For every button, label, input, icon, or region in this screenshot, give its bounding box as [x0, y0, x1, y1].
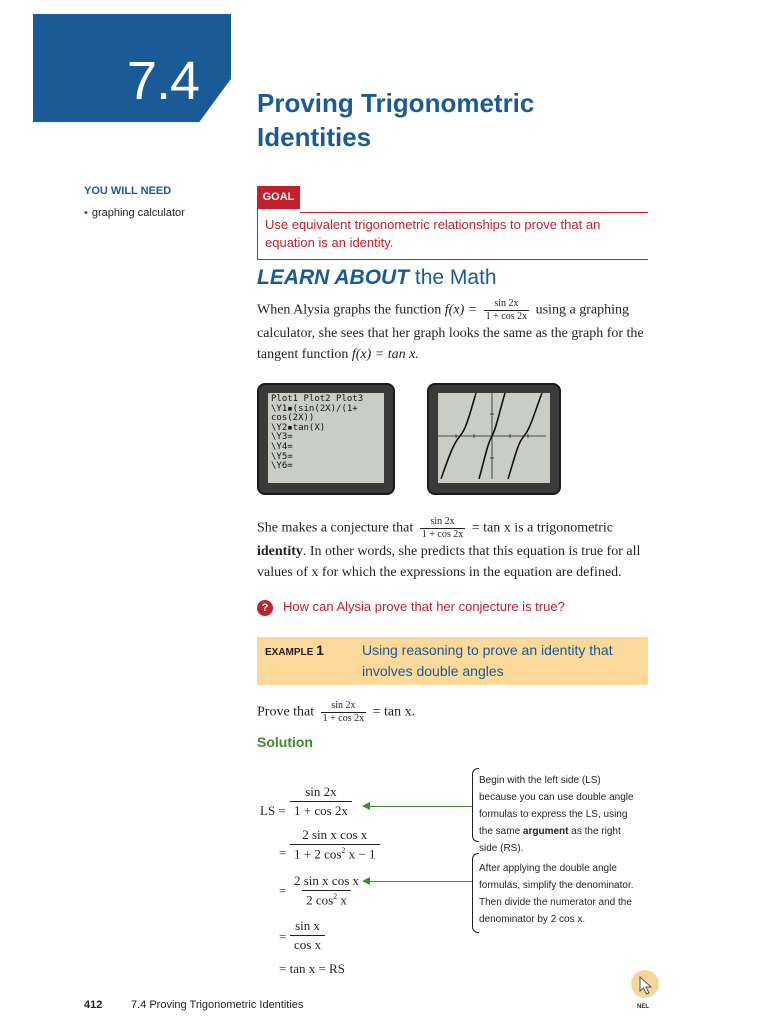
- intro-paragraph: [257, 298, 647, 365]
- text-run: When Alysia graphs the function: [257, 302, 442, 318]
- heading-bold: LEARN ABOUT: [257, 266, 410, 289]
- fraction-numerator: 2 sin x cos x: [302, 827, 368, 842]
- function-expression: f(x) =: [444, 302, 478, 318]
- key-term: identity: [257, 544, 303, 559]
- question-text: How can Alysia prove that her conjecture is true?: [283, 599, 565, 614]
- fraction: [420, 516, 465, 541]
- bullet-icon: •: [84, 207, 88, 219]
- tangent-graph: [438, 393, 546, 479]
- goal-rule: [257, 209, 258, 259]
- note-bracket: [472, 853, 479, 933]
- calculator-line: \Y2▪tan(X): [271, 422, 326, 433]
- annotation-note: After applying the double angle formulas, simplify the denominator. Then divide the numerator and the denominator by 2 cos x.: [479, 863, 634, 925]
- section-number: 7.4: [127, 51, 200, 111]
- fraction-denominator: [302, 890, 351, 908]
- goal-rule: [300, 212, 648, 213]
- fraction: [290, 918, 325, 953]
- calculator-graph: [427, 383, 561, 495]
- pointer-icon: [631, 970, 659, 998]
- equals-sign: =: [279, 845, 287, 860]
- publisher-mark: NEL: [637, 1004, 649, 1010]
- text-run: Begin with the left side (LS) because you can use double angle formulas to express the LS, using the same: [479, 775, 634, 837]
- equation-step-1: [290, 784, 352, 819]
- equation-final: = tan x = RS: [279, 961, 345, 976]
- goal-tag: GOAL: [257, 186, 300, 209]
- calculator-line: \Y5=: [271, 451, 293, 462]
- arrow-line: [369, 806, 472, 807]
- need-item-label: graphing calculator: [91, 207, 185, 219]
- calculator-text: [271, 395, 363, 472]
- fraction: [321, 700, 366, 725]
- text-run: using a graphing calculator, she sees that her graph looks the same as the graph for the tangent function: [257, 302, 644, 362]
- question-icon: ?: [257, 600, 273, 616]
- text-run: x − 1: [348, 846, 376, 862]
- example-number: 1: [316, 642, 324, 658]
- exponent: 2: [333, 892, 338, 901]
- fraction-denominator: 1 + cos 2x: [290, 801, 352, 819]
- calculator-y-editor: [257, 383, 395, 495]
- fraction-numerator: sin x: [295, 918, 320, 933]
- equals-sign: =: [279, 929, 287, 944]
- goal-rule: [257, 259, 648, 260]
- page-number: 412: [84, 999, 103, 1011]
- text-run: 2 cos: [306, 892, 334, 908]
- fraction-numerator: sin 2x: [494, 298, 519, 309]
- you-will-need-item: [84, 207, 185, 219]
- example-label: [265, 642, 324, 658]
- fraction-numerator: sin 2x: [430, 516, 455, 527]
- equation-step-4: [290, 918, 325, 953]
- text-run: Prove that: [257, 704, 315, 720]
- goal-text: Use equivalent trigonometric relationships to prove that an equation is an identity.: [265, 217, 601, 250]
- equals-sign: =: [279, 883, 287, 898]
- key-term: argument: [522, 826, 569, 837]
- exponent: 2: [341, 846, 346, 855]
- fraction-denominator: 1 + cos 2x: [485, 311, 528, 322]
- you-will-need-heading: YOU WILL NEED: [84, 185, 172, 197]
- text-run: = tan x.: [372, 704, 416, 720]
- text-run: She makes a conjecture that: [257, 520, 414, 536]
- equation-step-2: [290, 827, 380, 862]
- arrow-line: [369, 881, 472, 882]
- text-run: x: [340, 892, 347, 908]
- page-title: Proving Trigonometric Identities: [257, 88, 535, 152]
- calculator-line: \Y1▪(sin(2X)/(1+: [271, 403, 358, 414]
- section-heading: [257, 266, 497, 290]
- calculator-screen: [268, 393, 384, 483]
- calculator-line: Plot1 Plot2 Plot3: [271, 394, 364, 404]
- solution-heading: Solution: [257, 734, 313, 750]
- ls-label: LS =: [260, 803, 286, 818]
- fraction-denominator: [290, 844, 380, 862]
- fraction-denominator: 1 + cos 2x: [322, 713, 365, 724]
- heading-rest: the Math: [414, 266, 497, 289]
- fraction: [290, 827, 380, 862]
- calculator-line: \Y6=: [271, 461, 293, 472]
- fraction: [290, 784, 352, 819]
- text-run: = tan x is a trigonometric: [471, 520, 614, 536]
- calculator-line: \Y3=: [271, 432, 293, 443]
- fraction-denominator: 1 + cos 2x: [421, 529, 464, 540]
- text-run: . In other words, she predicts that this equation is true for all values of x for which the expressions in the equation are defined.: [257, 544, 641, 580]
- annotation-note: [479, 772, 641, 857]
- conjecture-paragraph: [257, 516, 647, 583]
- fraction: [290, 873, 363, 908]
- fraction-numerator: 2 sin x cos x: [294, 873, 359, 888]
- fraction-numerator: sin 2x: [331, 700, 356, 711]
- calculator-line: \Y4=: [271, 441, 293, 452]
- fraction-denominator: cos x: [290, 935, 325, 953]
- calculator-screen: [438, 393, 550, 483]
- example-label-text: EXAMPLE: [265, 647, 314, 658]
- fraction: [484, 298, 529, 323]
- calculator-line: cos(2X)): [271, 413, 315, 424]
- example-title: Using reasoning to prove an identity that involves double angles: [362, 642, 613, 679]
- cursor-badge-icon: [631, 970, 659, 998]
- equation-step-3: [290, 873, 363, 908]
- prove-statement: [257, 700, 647, 725]
- running-footer: 7.4 Proving Trigonometric Identities: [131, 999, 304, 1011]
- text-run: 1 + 2 cos: [294, 846, 342, 862]
- fraction-numerator: sin 2x: [305, 784, 337, 799]
- note-bracket: [472, 768, 479, 842]
- function-expression: f(x) = tan x.: [351, 347, 419, 362]
- text-run: as the right side (RS).: [479, 826, 621, 854]
